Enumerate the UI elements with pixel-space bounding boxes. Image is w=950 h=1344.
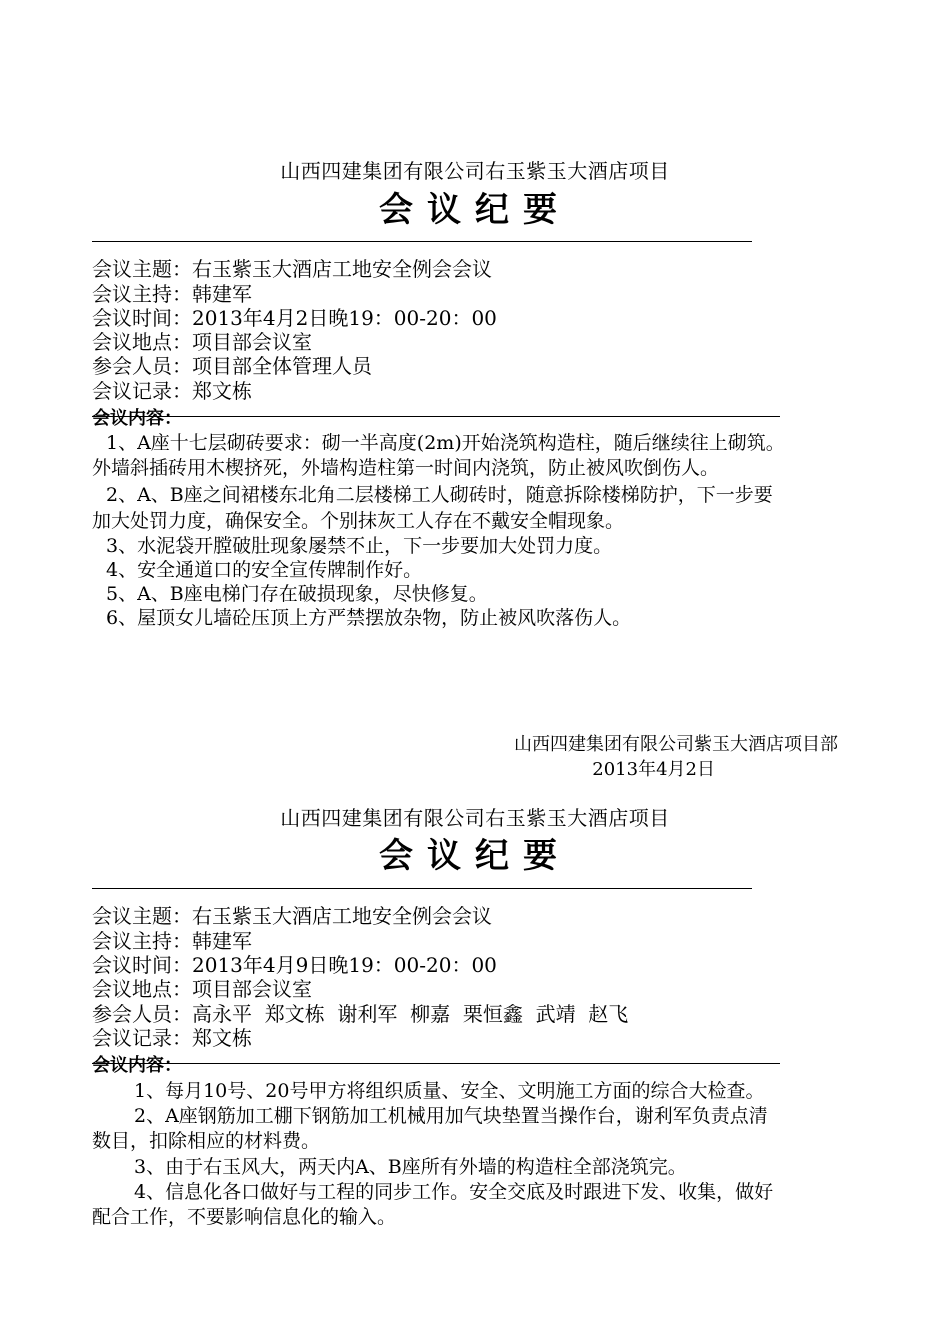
- content-label: 会议内容：: [92, 408, 182, 429]
- content-line: 3、由于右玉风大，两天内A、B座所有外墙的构造柱全部浇筑完。: [134, 1156, 687, 1178]
- field-topic: 会议主题：右玉紫玉大酒店工地安全例会会议: [92, 904, 492, 928]
- field-attendees: 参会人员：高永平 郑文栋 谢利军 柳嘉 栗恒鑫 武靖 赵飞: [92, 1002, 629, 1026]
- content-line: 2、A座钢筋加工棚下钢筋加工机械用加气块垫置当操作台，谢利军负责点清: [134, 1105, 768, 1127]
- field-host: 会议主持：韩建军: [92, 282, 252, 306]
- content-line: 3、水泥袋开膛破肚现象屡禁不止，下一步要加大处罚力度。: [106, 535, 613, 557]
- field-attendees: 参会人员：项目部全体管理人员: [92, 354, 372, 378]
- content-line: 配合工作，不要影响信息化的输入。: [92, 1206, 397, 1228]
- content-divider: [92, 1063, 780, 1064]
- org-title: 山西四建集团有限公司右玉紫玉大酒店项目: [280, 159, 670, 183]
- doc-title: 会议纪要: [379, 836, 571, 876]
- content-line: 4、信息化各口做好与工程的同步工作。安全交底及时跟进下发、收集，做好: [134, 1181, 774, 1203]
- content-line: 1、每月10号、20号甲方将组织质量、安全、文明施工方面的综合大检查。: [134, 1080, 765, 1102]
- title-divider: [92, 888, 752, 889]
- content-label: 会议内容：: [92, 1055, 182, 1076]
- field-time: 会议时间：2013年4月9日晚19：00-20：00: [92, 953, 497, 977]
- content-line: 外墙斜插砖用木楔挤死，外墙构造柱第一时间内浇筑，防止被风吹倒伤人。: [92, 457, 720, 479]
- content-line: 1、A座十七层砌砖要求：砌一半高度(2m)开始浇筑构造柱，随后继续往上砌筑。: [106, 432, 785, 454]
- org-title: 山西四建集团有限公司右玉紫玉大酒店项目: [280, 806, 670, 830]
- field-time: 会议时间：2013年4月2日晚19：00-20：00: [92, 306, 497, 330]
- field-recorder: 会议记录：郑文栋: [92, 1026, 252, 1050]
- field-topic: 会议主题：右玉紫玉大酒店工地安全例会会议: [92, 257, 492, 281]
- content-line: 6、屋顶女儿墙砼压顶上方严禁摆放杂物，防止被风吹落伤人。: [106, 607, 632, 629]
- field-recorder: 会议记录：郑文栋: [92, 379, 252, 403]
- title-divider: [92, 241, 752, 242]
- field-location: 会议地点：项目部会议室: [92, 977, 312, 1001]
- doc-title: 会议纪要: [379, 190, 571, 230]
- content-line: 加大处罚力度，确保安全。个别抹灰工人存在不戴安全帽现象。: [92, 510, 625, 532]
- content-line: 5、A、B座电梯门存在破损现象，尽快修复。: [106, 583, 488, 605]
- field-location: 会议地点：项目部会议室: [92, 330, 312, 354]
- field-host: 会议主持：韩建军: [92, 929, 252, 953]
- signature-date: 2013年4月2日: [592, 759, 715, 780]
- signature-org: 山西四建集团有限公司紫玉大酒店项目部: [514, 734, 838, 755]
- content-line: 2、A、B座之间裙楼东北角二层楼梯工人砌砖时，随意拆除楼梯防护，下一步要: [106, 484, 773, 506]
- content-line: 4、安全通道口的安全宣传牌制作好。: [106, 559, 423, 581]
- content-line: 数目，扣除相应的材料费。: [92, 1130, 321, 1152]
- content-divider: [92, 416, 780, 417]
